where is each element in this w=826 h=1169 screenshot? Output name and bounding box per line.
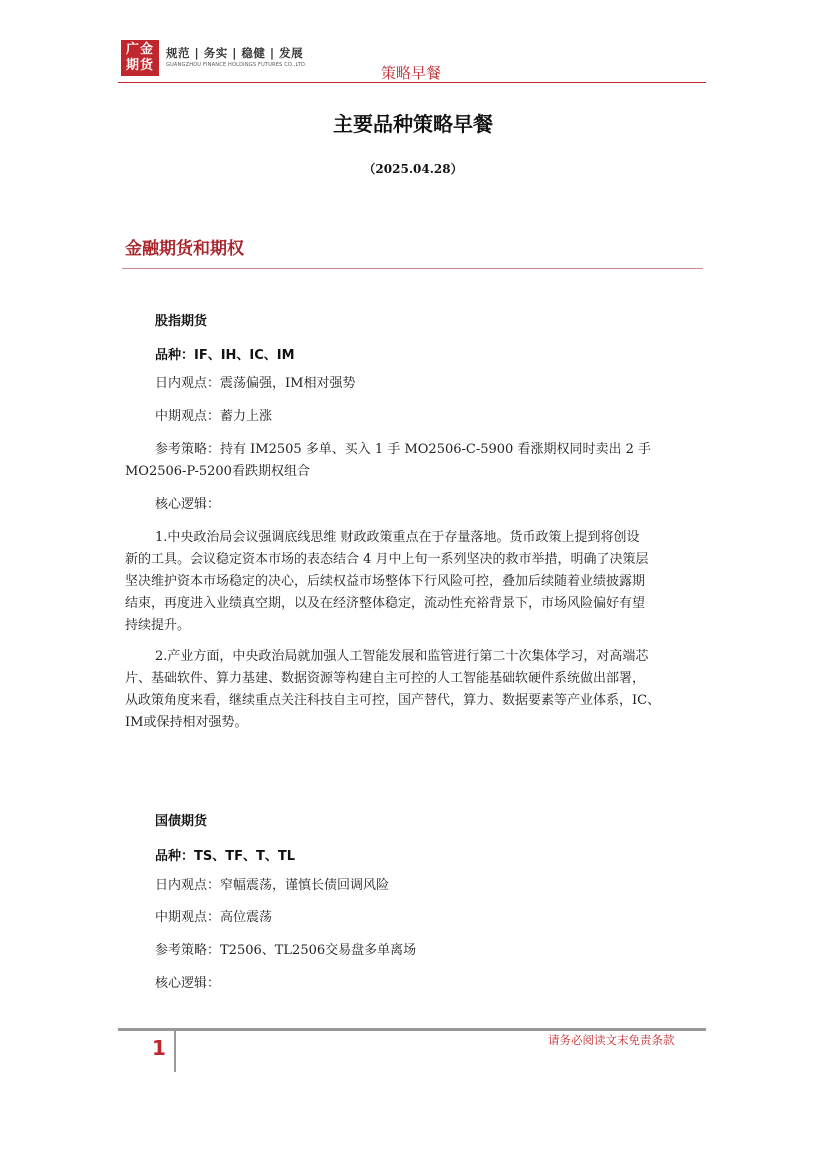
section-divider — [122, 268, 703, 269]
logic-1-line: 1.中央政治局会议强调底线思维 财政政策重点在于存量落地。货币政策上提到将创设 — [155, 530, 640, 545]
company-logo — [121, 40, 159, 76]
footer-vertical-divider — [174, 1030, 176, 1072]
treasury-intraday-view: 日内观点：窄幅震荡，谨慎长债回调风险 — [155, 878, 390, 893]
document-title: 主要品种策略早餐 — [333, 112, 493, 136]
stock-index-strategy-line1: 参考策略：持有 IM2505 多单、买入 1 手 MO2506-C-5900 看涨期权同时卖出 2 手 — [155, 442, 651, 457]
treasury-heading: 国债期货 — [155, 814, 208, 829]
logic-1-line: 坚决维护资本市场稳定的决心，后续权益市场整体下行风险可控，叠加后续随着业绩披露期 — [125, 574, 646, 589]
treasury-strategy: 参考策略：T2506、TL2506交易盘多单离场 — [155, 943, 417, 958]
document-date: （2025.04.28） — [363, 162, 463, 176]
stock-index-heading: 股指期货 — [155, 314, 208, 329]
header-divider — [118, 82, 706, 83]
treasury-logic-label: 核心逻辑： — [155, 976, 221, 991]
stock-index-intraday-view: 日内观点：震荡偏强，IM相对强势 — [155, 376, 356, 391]
disclaimer-note: 请务必阅读文末免责条款 — [548, 1033, 675, 1047]
treasury-variety: 品种：TS、TF、T、TL — [155, 849, 295, 864]
section-title: 金融期货和期权 — [125, 239, 244, 259]
logic-2-line: 从政策角度来看，继续重点关注科技自主可控，国产替代，算力、数据要素等产业体系，IC、 — [125, 693, 661, 708]
logic-1-line: 新的工具。会议稳定资本市场的表态结合 4 月中上旬一系列坚决的救市举措，明确了决策层 — [125, 552, 649, 567]
logic-2-line: 片、基础软件、算力基建、数据资源等构建自主可控的人工智能基础软硬件系统做出部署， — [125, 671, 646, 686]
logic-1-line: 结束，再度进入业绩真空期，以及在经济整体稳定，流动性充裕背景下，市场风险偏好有望 — [125, 596, 646, 611]
stock-index-strategy-line2: MO2506-P-5200看跌期权组合 — [125, 464, 310, 479]
logo-text-line1: 广金 — [125, 42, 154, 57]
company-english-name: GUANGZHOU FINANCE HOLDINGS FUTURES CO.,LTD. — [166, 62, 307, 68]
page-number: 1 — [152, 1036, 166, 1060]
company-slogan: 规范 | 务实 | 稳健 | 发展 — [166, 46, 304, 60]
treasury-midterm-view: 中期观点：高位震荡 — [155, 910, 273, 925]
stock-index-variety: 品种：IF、IH、IC、IM — [155, 348, 295, 363]
logo-text-line2: 期货 — [125, 58, 154, 73]
logic-2-line: IM或保持相对强势。 — [125, 715, 248, 730]
stock-index-midterm-view: 中期观点：蓄力上涨 — [155, 409, 273, 424]
header-report-label: 策略早餐 — [381, 64, 442, 82]
stock-index-logic-label: 核心逻辑： — [155, 497, 221, 512]
logic-2-line: 2.产业方面，中央政治局就加强人工智能发展和监管进行第二十次集体学习，对高端芯 — [155, 649, 649, 664]
logic-1-line: 持续提升。 — [125, 618, 191, 633]
footer-divider — [118, 1028, 706, 1031]
